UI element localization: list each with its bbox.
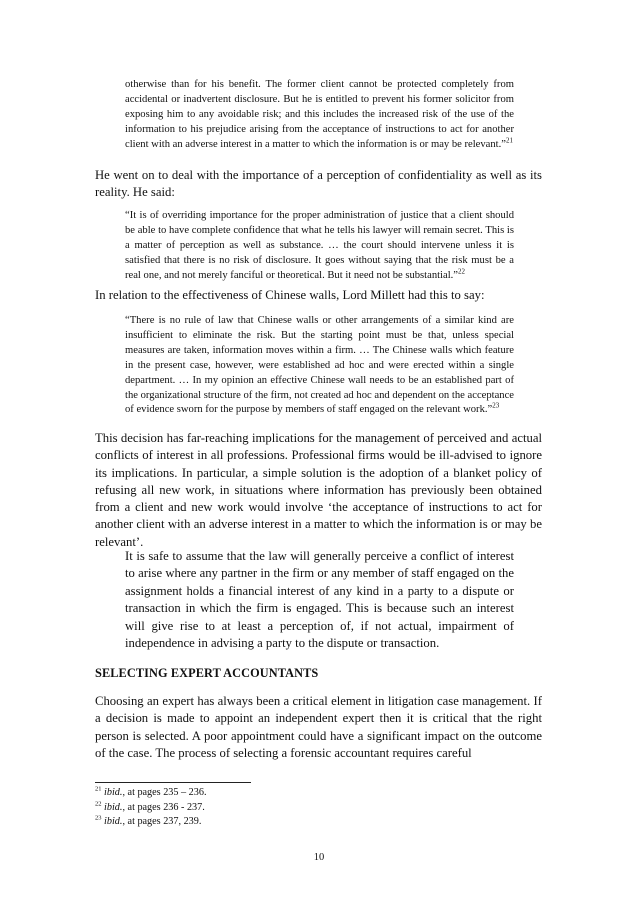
quote-block-3: [125, 314, 514, 418]
footnote-text: , at pages 236 - 237.: [122, 802, 205, 813]
section-heading: SELECTING EXPERT ACCOUNTANTS: [95, 666, 319, 680]
quote-block-2: [125, 209, 514, 284]
footnote-ref: ibid.: [104, 787, 123, 798]
footnote-text: , at pages 235 – 236.: [122, 787, 207, 798]
paragraph-2: In relation to the effectiveness of Chinese walls, Lord Millett had this to say:: [95, 288, 485, 302]
footnote-ref: ibid.: [104, 802, 123, 813]
footnote-22: [95, 802, 205, 814]
indented-paragraph: It is safe to assume that the law will generally perceive a conflict of interest to arise where any partner in the firm or any member of staff engaged on the assignment holds a financial interest of any kind in a party to a dispute or transaction in which the firm is engaged. This is because such an interest will give rise to at least a perception of, if not actual, impairment of independence in advising a party to the dispute or transaction.: [125, 549, 514, 651]
paragraph-1: He went on to deal with the importance of a perception of confidentiality as well as its reality. He said:: [95, 168, 542, 200]
footnote-number: 21: [95, 785, 102, 793]
quote-2-text: “It is of overriding importance for the proper administration of justice that a client should be able to have complete confidence that what he tells his lawyer will remain secret. This is a matter of perception as well as substance. … the court should intervene unless it is satisfied that there is no risk of disclosure. It goes without saying that the risk must be a real one, and not merely fanciful or theoretical. But it need not be substantial.”: [125, 210, 514, 281]
footnote-divider: [95, 782, 251, 783]
footnote-ref-23: 23: [492, 401, 500, 410]
quote-1-text: otherwise than for his benefit. The former client cannot be protected completely from accidental or inadvertent disclosure. But he is entitled to prevent his former solicitor from exposing him to any avoidable risk; and this includes the increased risk of the use of the information to his prejudice arising from the acceptance of instructions to act for another client with an adverse interest in a matter to which the information is or may be relevant.”: [125, 79, 514, 150]
footnote-text: , at pages 237, 239.: [122, 816, 202, 827]
paragraph-3: This decision has far-reaching implications for the management of perceived and actual conflicts of interest in all professions. Professional firms would be ill-advised to ignore its implications. In particular, a simple solution is the adoption of a blanket policy of refusing all new work, in situations where information has previously been obtained from a client and new work would involve ‘the acceptance of instructions to act for another client with an adverse interest in a matter to which the information is or may be relevant’.: [95, 431, 542, 549]
paragraph-4: Choosing an expert has always been a critical element in litigation case management. If a decision is made to appoint an independent expert then it is critical that the right person is selected. A poor appointment could have a significant impact on the outcome of the case. The process of selecting a forensic accountant requires careful: [95, 694, 542, 760]
footnote-number: 22: [95, 800, 102, 808]
footnote-number: 23: [95, 814, 102, 822]
footnote-21: [95, 787, 207, 799]
footnote-ref-22: 22: [458, 267, 465, 276]
footnote-ref: ibid.: [104, 816, 123, 827]
footnote-23: [95, 816, 201, 828]
quote-3-text: “There is no rule of law that Chinese walls or other arrangements of a similar kind are insufficient to eliminate the risk. But the starting point must be that, unless special measures are taken, information moves within a firm. … The Chinese walls which feature in the present case, however, were established ad hoc and were erected within a single department. … In my opinion an effective Chinese wall needs to be an established part of the organizational structure of the firm, not created ad hoc and dependent on the acceptance of evidence sworn for the purpose by members of staff engaged on the relevant work.”: [125, 315, 514, 416]
page-number: 10: [313, 852, 325, 863]
quote-block-1: [125, 78, 514, 153]
footnote-ref-21: 21: [505, 136, 513, 145]
